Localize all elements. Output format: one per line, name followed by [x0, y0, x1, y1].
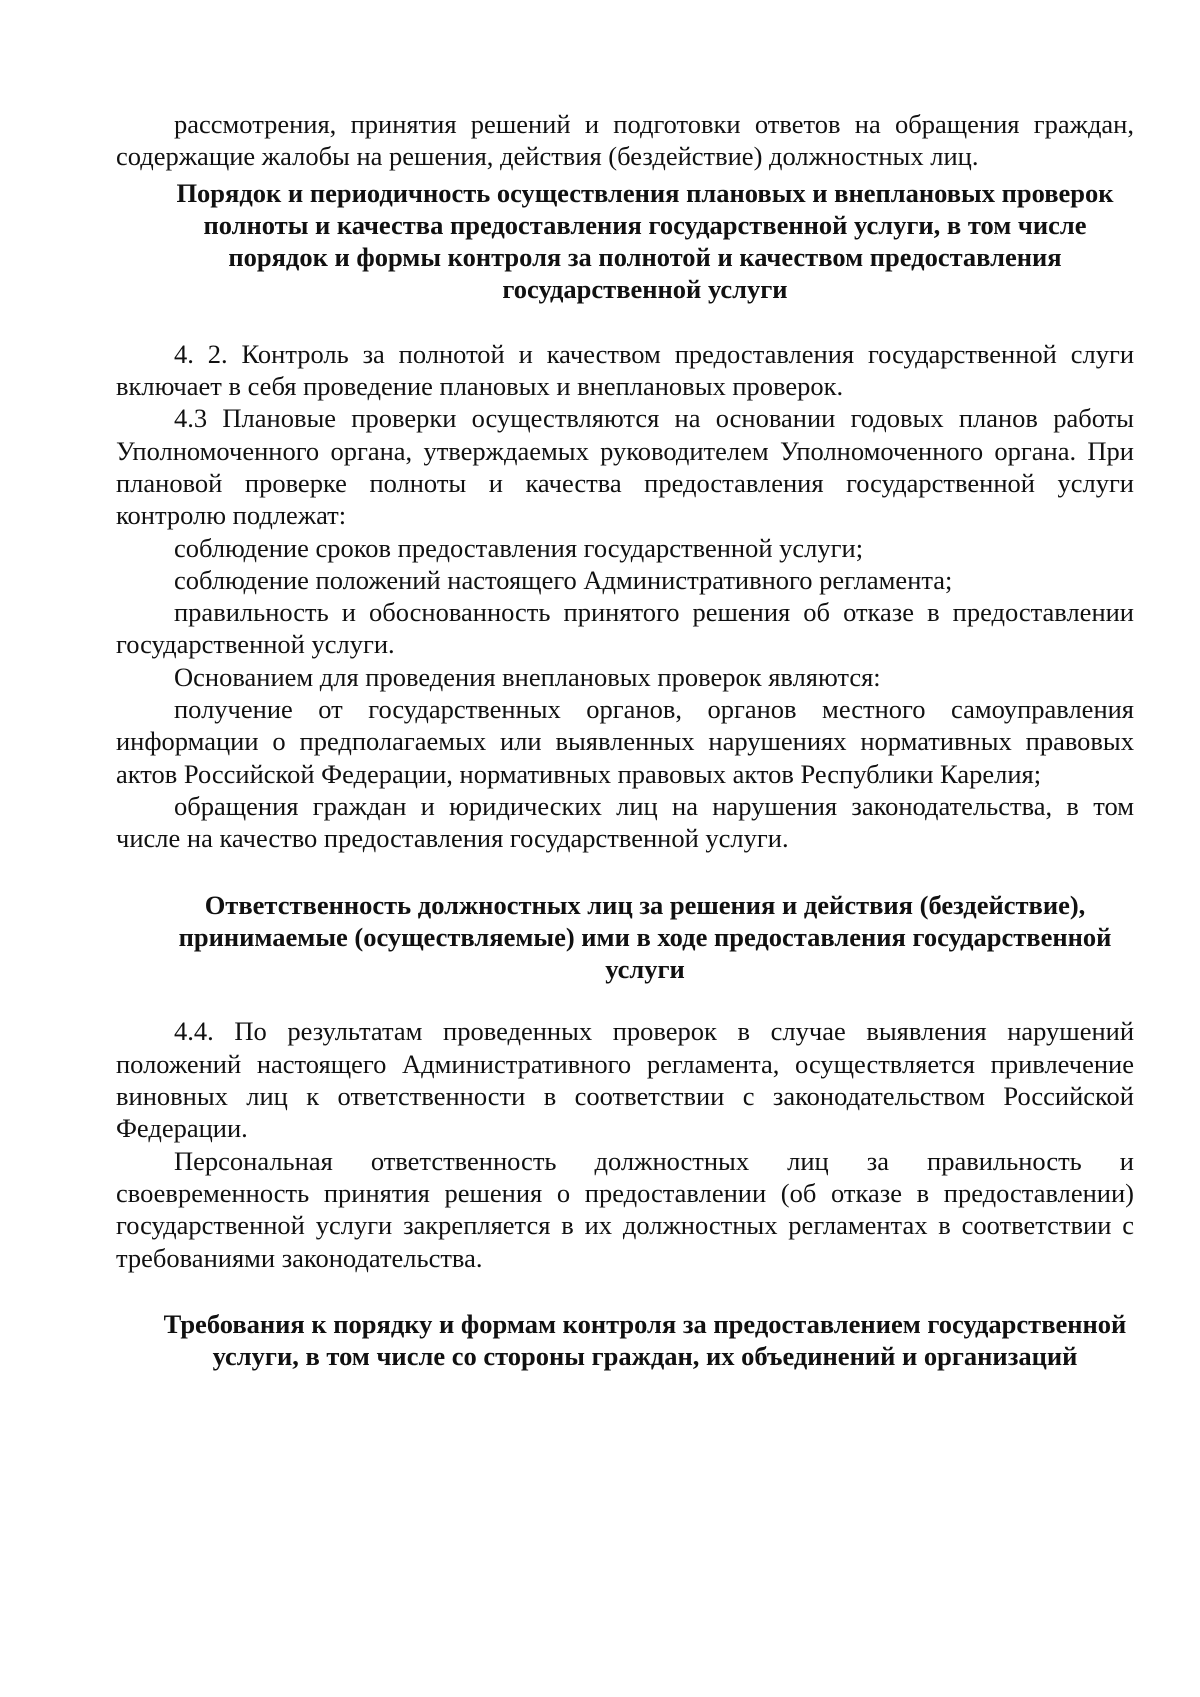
- list-item: правильность и обоснованность принятого решения об отказе в предоставлении государственной услуги.: [116, 597, 1134, 660]
- list-item: соблюдение положений настоящего Административного регламента;: [174, 564, 953, 595]
- paragraph: Основанием для проведения внеплановых проверок являются:: [174, 661, 881, 692]
- list-item: получение от государственных органов, органов местного самоуправления информации о предполагаемых или выявленных нарушениях нормативных правовых актов Российской Федерации, нормативных правовых актов Республики Карелия;: [116, 694, 1134, 789]
- paragraph: 4.4. По результатам проведенных проверок в случае выявления нарушений положений настоящего Административного регламента, осуществляется привлечение виновных лиц к ответственности в соответствии с законодательством Российской Федерации.: [116, 1016, 1134, 1144]
- section-heading-responsibility: Ответственность должностных лиц за решения и действия (бездействие), принимаемые (осуществляемые) ими в ходе предоставления государственной услуги: [178, 889, 1112, 985]
- section-heading-control-requirements: Требования к порядку и формам контроля за предоставлением государственной услуги, в том числе со стороны граждан, их объединений и организаций: [163, 1308, 1127, 1372]
- section-heading-inspections: Порядок и периодичность осуществления плановых и внеплановых проверок полноты и качества предоставления государственной услуги, в том числе порядок и формы контроля за полнотой и качеством предоставления государственной услуги: [176, 177, 1114, 305]
- paragraph: Персональная ответственность должностных лиц за правильность и своевременность принятия решения о предоставлении (об отказе в предоставлении) государственной услуги закрепляется в их должностных регламентах в соответствии с требованиями законодательства.: [116, 1145, 1134, 1273]
- paragraph: 4. 2. Контроль за полнотой и качеством предоставления государственной слуги включает в себя проведение плановых и внеплановых проверок.: [116, 338, 1134, 402]
- document-page: [116, 108, 1134, 1372]
- list-item: обращения граждан и юридических лиц на нарушения законодательства, в том числе на качество предоставления государственной услуги.: [116, 790, 1134, 854]
- paragraph: 4.3 Плановые проверки осуществляются на основании годовых планов работы Уполномоченного органа, утверждаемых руководителем Уполномоченного органа. При плановой проверке полноты и качества предоставления государственной услуги контролю подлежат:: [116, 403, 1134, 531]
- list-item: соблюдение сроков предоставления государственной услуги;: [174, 532, 864, 563]
- intro-paragraph: рассмотрения, принятия решений и подготовки ответов на обращения граждан, содержащие жалобы на решения, действия (бездействие) должностных лиц.: [116, 109, 1134, 172]
